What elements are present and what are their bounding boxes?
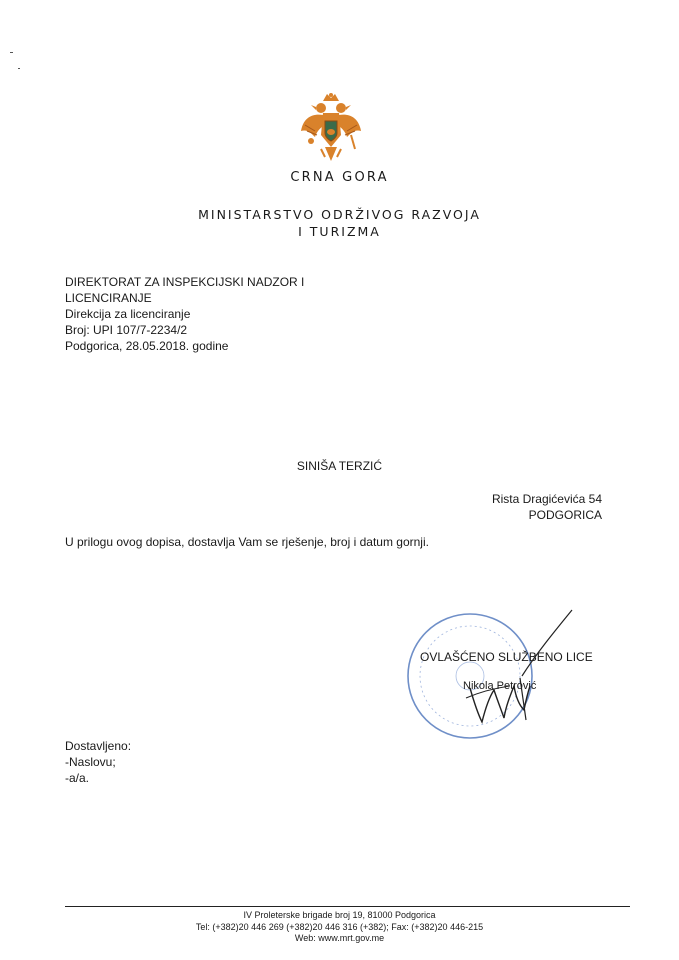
distribution-heading: Dostavljeno: <box>65 739 132 753</box>
signatory-title: OVLAŠĆENO SLUŽBENO LICE <box>420 650 593 664</box>
reference-number: Broj: UPI 107/7-2234/2 <box>65 323 188 337</box>
recipient-city: PODGORICA <box>528 508 602 522</box>
distribution-item: -a/a. <box>65 771 90 785</box>
footer-contact: Tel: (+382)20 446 269 (+382)20 446 316 (+382); Fax: (+382)20 446-215 <box>195 921 484 932</box>
sender-directorate: DIREKTORAT ZA INSPEKCIJSKI NADZOR I <box>65 275 305 289</box>
footer <box>0 910 679 945</box>
footer-address: IV Proleterske brigade broj 19, 81000 Podgorica <box>243 910 436 920</box>
handwritten-signature <box>450 606 580 726</box>
scan-speck <box>10 52 13 53</box>
recipient-address <box>492 491 602 523</box>
scan-speck <box>18 68 20 69</box>
place-date: Podgorica, 28.05.2018. godine <box>65 339 229 353</box>
signatory-name: Nikola Petrović <box>463 680 537 692</box>
sender-department: Direkcija za licenciranje <box>65 307 191 321</box>
letter-body: U prilogu ovog dopisa, dostavlja Vam se rješenje, broj i datum gornji. <box>65 535 429 549</box>
footer-web: Web: www.mrt.gov.me <box>294 933 385 943</box>
coat-of-arms-icon <box>299 91 363 163</box>
country-name: CRNA GORA <box>290 170 389 185</box>
ministry-name-line1: MINISTARSTVO ODRŽIVOG RAZVOJA <box>198 207 481 222</box>
footer-divider <box>65 906 630 907</box>
recipient-name: SINIŠA TERZIĆ <box>296 459 383 473</box>
recipient-street: Rista Dragićevića 54 <box>491 492 602 506</box>
sender-directorate-cont: LICENCIRANJE <box>65 291 152 305</box>
distribution-list <box>65 738 131 786</box>
sender-block <box>65 274 304 354</box>
ministry-name-line2: I TURIZMA <box>298 224 381 239</box>
ministry-name <box>0 206 679 240</box>
distribution-item: -Naslovu; <box>65 755 116 769</box>
